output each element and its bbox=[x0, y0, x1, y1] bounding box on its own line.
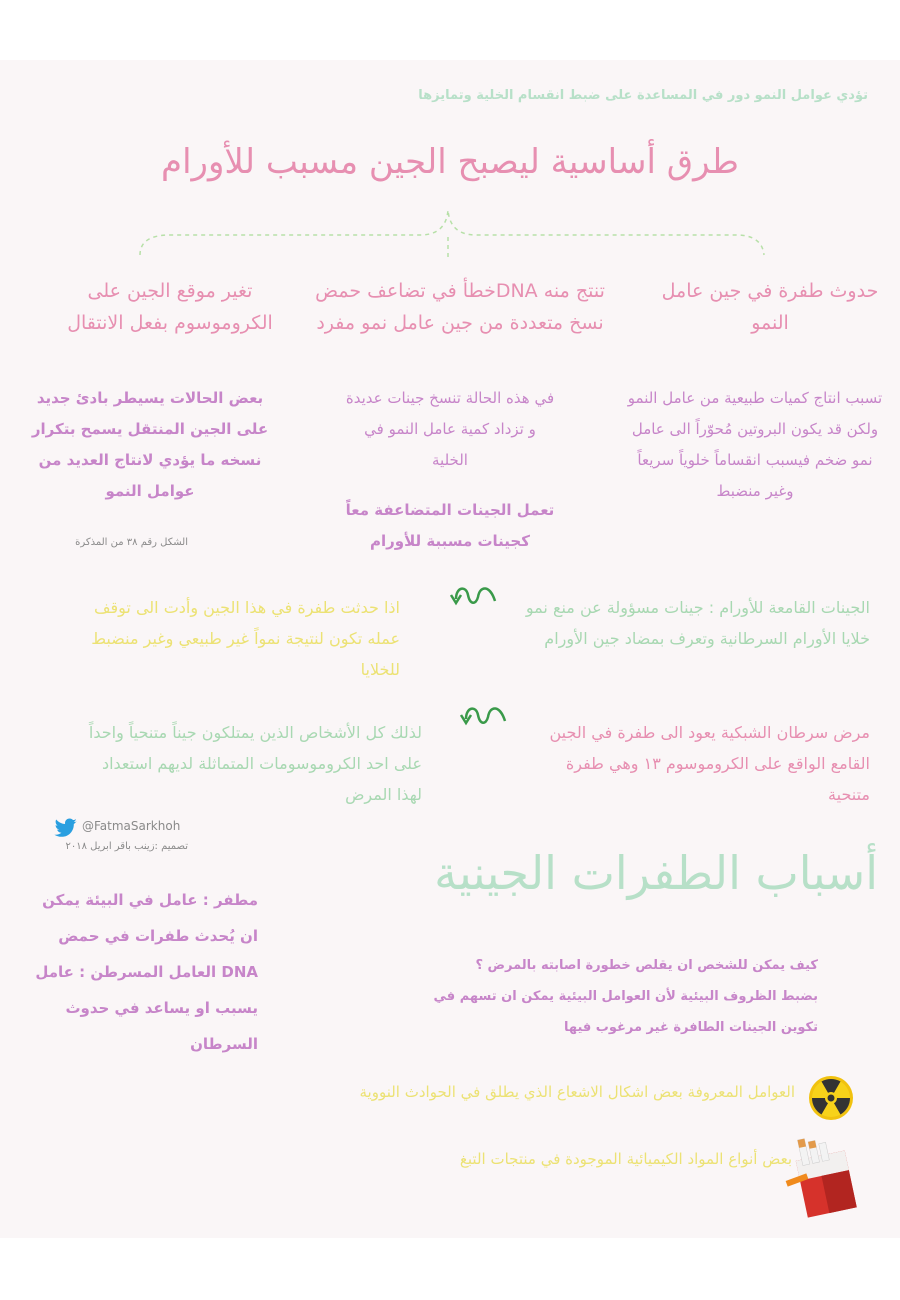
twitter-handle: @FatmaSarkhoh bbox=[82, 819, 181, 833]
retinoblastoma-text: مرض سرطان الشبكية يعود الى طفرة في الجين القامع الواقع على الكروموسوم ١٣ وهي طفرة متنحية bbox=[549, 723, 870, 804]
factor-tobacco-text: بعض أنواع المواد الكيميائية الموجودة في منتجات التبغ bbox=[459, 1150, 792, 1168]
design-credit: تصميم :زينب باقر ابريل ٢٠١٨ bbox=[65, 841, 188, 852]
radiation-icon bbox=[808, 1075, 854, 1121]
column-body-3: بعض الحالات يسيطر بادئ جديد على الجين المنتقل يسمح بتكرار نسخه ما يؤدي لانتاج العديد من عوامل النمو bbox=[31, 389, 269, 500]
page-title: طرق أساسية ليصبح الجين مسبب للأورام bbox=[161, 142, 739, 182]
causes-title: أسباب الطفرات الجينية bbox=[434, 846, 878, 900]
brace-connector bbox=[0, 205, 900, 285]
figure-caption: الشكل رقم ٣٨ من المذكرة bbox=[75, 537, 188, 548]
suppressor-gene-text: الجينات القامعة للأورام : جينات مسؤولة عن منع نمو خلايا الأورام السرطانية وتعرف بمضاد جين الأورام bbox=[525, 598, 870, 648]
cigarette-pack-icon bbox=[786, 1133, 866, 1218]
column-heading-2: تنتج منه DNAخطأ في تضاعف حمض نسخ متعددة من جين عامل نمو مفرد bbox=[315, 280, 605, 334]
column-body-1: تسبب انتاج كميات طبيعية من عامل النمو ولكن قد يكون البروتين مُحوّراً الى عامل نمو ضخم فيسبب انقساماً خلوياً سريعاً وغير منضبط bbox=[627, 389, 883, 500]
answer-text: بضبط الظروف البيئية لأن العوامل البيئية يمكن ان تسهم في تكوين الجينات الطافرة غير مرغوب فيها bbox=[433, 989, 818, 1035]
mutagen-definitions: مطفر : عامل في البيئة يمكن ان يُحدث طفرات في حمض DNA العامل المسرطن : عامل يسبب او يساعد في حدوث السرطان bbox=[35, 891, 258, 1053]
arrow-icon bbox=[460, 703, 510, 733]
retinoblastoma-result-text: لذلك كل الأشخاص الذين يمتلكون جيناً متنحياً واحداً على احد الكروموسومات المتماثلة لديهم استعداد لهذا المرض bbox=[88, 723, 422, 804]
question-text: كيف يمكن للشخص ان يقلص خطورة اصابته بالمرض ؟ bbox=[475, 958, 818, 973]
intro-text: تؤدي عوامل النمو دور في المساعدة على ضبط انقسام الخلية وتمايزها bbox=[418, 88, 868, 103]
suppressor-result-text: اذا حدثت طفرة في هذا الجين وأدت الى توقف عمله تكون لنتيجة نمواً غير طبيعي وغير منضبط للخلايا bbox=[91, 598, 400, 679]
column-body-2b: تعمل الجينات المتضاعفة معاً كجينات مسببة للأورام bbox=[345, 501, 555, 550]
column-heading-3: تغير موقع الجين على الكروموسوم بفعل الانتقال bbox=[67, 280, 273, 334]
column-heading-1: حدوث طفرة في جين عامل النمو bbox=[661, 280, 879, 334]
factor-radiation-text: العوامل المعروفة بعض اشكال الاشعاع الذي يطلق في الحوادث النووية bbox=[359, 1083, 795, 1101]
column-body-2: في هذه الحالة تنسخ جينات عديدة و تزداد كمية عامل النمو في الخلية bbox=[345, 389, 555, 469]
twitter-bird-icon bbox=[54, 818, 78, 838]
arrow-icon bbox=[450, 583, 500, 613]
